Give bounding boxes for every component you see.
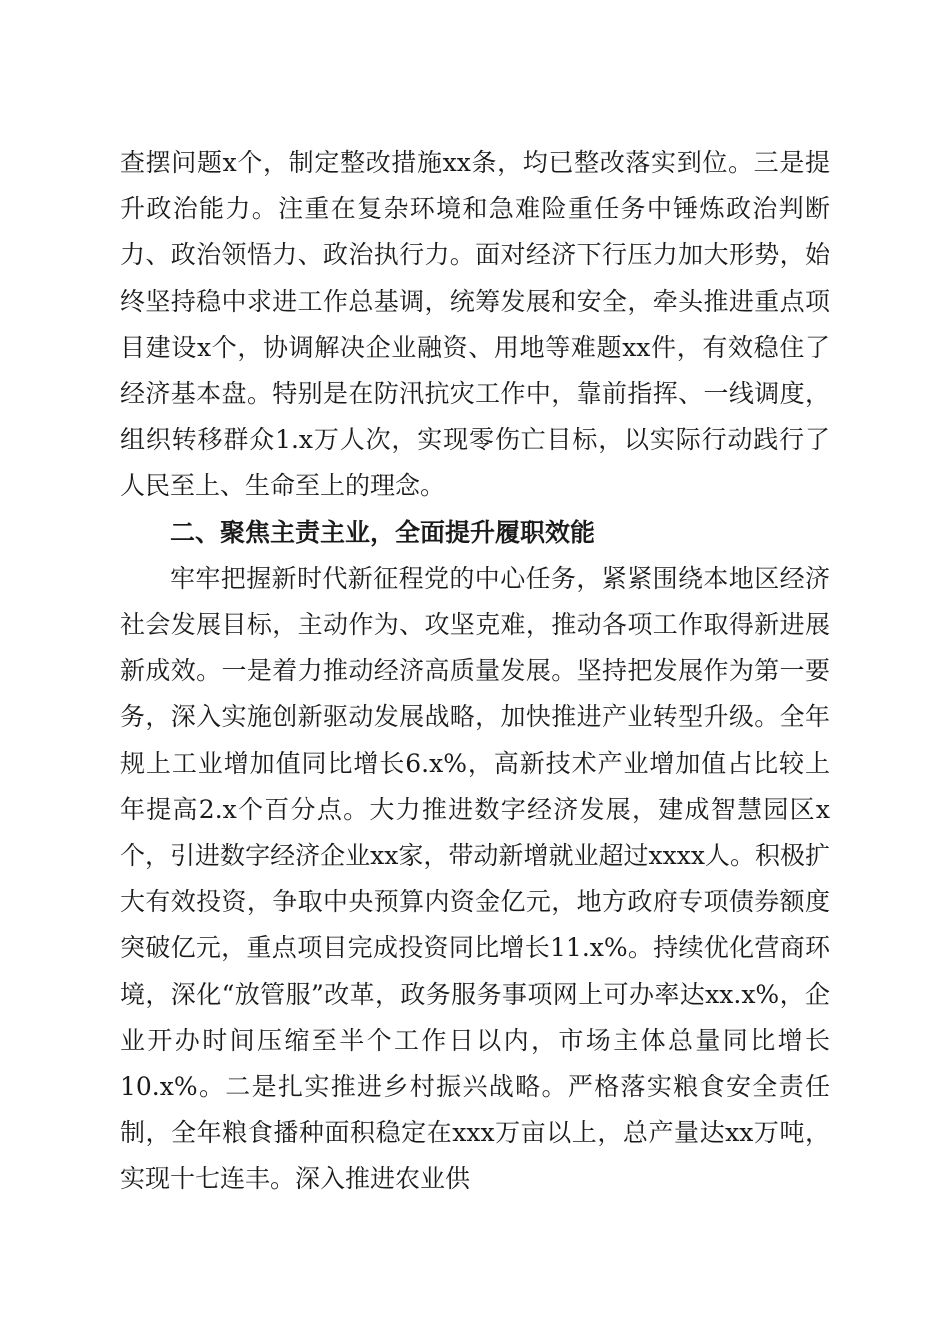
paragraph-continuation: 查摆问题x个，制定整改措施xx条，均已整改落实到位。三是提升政治能力。注重在复杂环境和急难险重任务中锤炼政治判断力、政治领悟力、政治执行力。面对经济下行压力加大形势，始终坚持稳中求进工作总基调，统筹发展和安全，牵头推进重点项目建设x个，协调解决企业融资、用地等难题xx件，有效稳住了经济基本盘。特别是在防汛抗灾工作中，靠前指挥、一线调度，组织转移群众1.x万人次，实现零伤亡目标，以实际行动践行了人民至上、生命至上的理念。 bbox=[120, 148, 830, 501]
section-heading: 二、聚焦主责主业，全面提升履职效能 bbox=[170, 517, 596, 547]
document-body bbox=[120, 140, 830, 1203]
section-paragraph: 牢牢把握新时代新征程党的中心任务，紧紧围绕本地区经济社会发展目标，主动作为、攻坚克难，推动各项工作取得新进展新成效。一是着力推动经济高质量发展。坚持把发展作为第一要务，深入实施创新驱动发展战略，加快推进产业转型升级。全年规上工业增加值同比增长6.x%，高新技术产业增加值占比较上年提高2.x个百分点。大力推进数字经济发展，建成智慧园区x个，引进数字经济企业xx家，带动新增就业超过xxxx人。积极扩大有效投资，争取中央预算内资金亿元，地方政府专项债券额度突破亿元，重点项目完成投资同比增长11.x%。持续优化营商环境，深化“放管服”改革，政务服务事项网上可办率达xx.x%，企业开办时间压缩至半个工作日以内，市场主体总量同比增长10.x%。二是扎实推进乡村振兴战略。严格落实粮食安全责任制，全年粮食播种面积稳定在xxx万亩以上，总产量达xx万吨，实现十七连丰。深入推进农业供 bbox=[120, 563, 830, 1194]
